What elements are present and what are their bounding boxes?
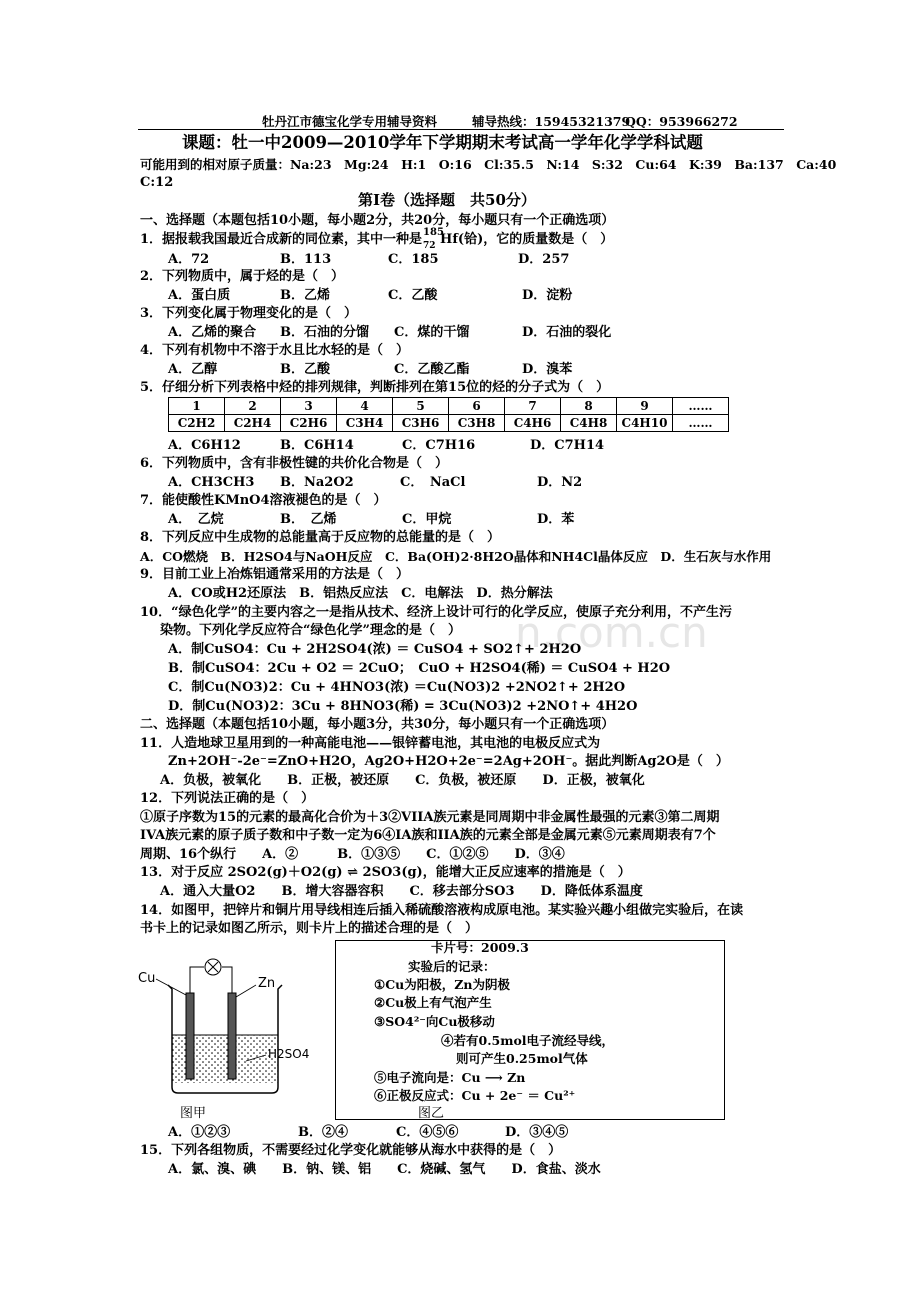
q12-line-2: IVA族元素的原子质子数和中子数一定为6④IA族和IIA族的元素全部是金属元素⑤元素周期表有7个 bbox=[140, 828, 716, 843]
q3-option-c: C．煤的干馏 bbox=[394, 325, 470, 340]
q1-stem-rest: Hf(铪)，它的质量数是（ ） bbox=[440, 232, 614, 247]
section-title: 第Ⅰ卷（选择题 共50分） bbox=[358, 191, 536, 209]
header-left: 牡丹江市德宝化学专用辅导资料 bbox=[262, 114, 438, 129]
galvanic-cell-figure bbox=[138, 955, 318, 1120]
q12-line-1: ①原子序数为15的元素的最高化合价为＋3②VIIA族元素是同周期中非金属性最强的元素③第二周期 bbox=[140, 810, 720, 825]
q14-option-b: B．②④ bbox=[298, 1125, 348, 1140]
header-qq: QQ：953966272 bbox=[625, 114, 738, 129]
hydrocarbon-table bbox=[168, 397, 729, 432]
wire-left bbox=[190, 967, 204, 993]
table-cell: C4H6 bbox=[505, 415, 561, 432]
q1-mass-number: 185 bbox=[423, 227, 444, 238]
q6-stem: 6．下列物质中，含有非极性键的共价化合物是（ ） bbox=[140, 456, 449, 471]
table-cell: 4 bbox=[337, 398, 393, 415]
q10-option-c: C．制Cu(NO3)2：Cu + 4HNO3(浓) ＝Cu(NO3)2 +2NO2↑+ 2H2O bbox=[168, 680, 626, 695]
q13-stem: 13．对于反应 2SO2(g)＋O2(g) ⇌ 2SO3(g)，能增大正反应速率的措施是（ ） bbox=[140, 865, 631, 880]
q3-option-b: B．石油的分馏 bbox=[280, 325, 369, 340]
card-record-6: ⑥正极反应式：Cu + 2e⁻ ＝ Cu²⁺ bbox=[374, 1088, 576, 1103]
q12-line-3: 周期、16个纵行 A．② B．①③⑤ C．①②⑤ D．③④ bbox=[140, 847, 565, 862]
card-number: 卡片号：2009.3 bbox=[431, 940, 529, 955]
q5-option-c: C．C7H16 bbox=[402, 438, 476, 453]
q5-option-d: D．C7H14 bbox=[530, 438, 605, 453]
q10-option-d: D．制Cu(NO3)2：3Cu + 8HNO3(稀) = 3Cu(NO3)2 +2NO↑+ 4H2O bbox=[168, 699, 638, 714]
atomic-mass-line: 可能用到的相对原子质量：Na:23 Mg:24 H:1 O:16 Cl:35.5 N:14 S:32 Cu:64 K:39 Ba:137 Ca:40 bbox=[140, 157, 837, 172]
caption-figure-b: 图乙 bbox=[418, 1106, 445, 1121]
q4-option-a: A．乙醇 bbox=[168, 362, 218, 377]
q1-option-c: C．185 bbox=[388, 252, 439, 267]
q1-option-d: D．257 bbox=[518, 252, 570, 267]
table-row bbox=[169, 398, 729, 415]
zinc-electrode bbox=[228, 993, 236, 1079]
card-record-3: ③SO4²⁻向Cu极移动 bbox=[374, 1014, 495, 1029]
q2-option-c: C．乙酸 bbox=[388, 288, 438, 303]
table-cell: C2H2 bbox=[169, 415, 225, 432]
q8-stem: 8．下列反应中生成物的总能量高于反应物的总能量的是（ ） bbox=[140, 530, 501, 545]
part1-intro: 一、选择题（本题包括10小题，每小题2分，共20分，每小题只有一个正确选项） bbox=[140, 213, 615, 228]
table-cell: C2H6 bbox=[281, 415, 337, 432]
q4-stem: 4．下列有机物中不溶于水且比水轻的是（ ） bbox=[140, 343, 410, 358]
zn-leader-line bbox=[236, 985, 256, 997]
q12-stem: 12．下列说法正确的是（ ） bbox=[140, 791, 315, 806]
q14-option-d: D．③④⑤ bbox=[505, 1125, 569, 1140]
table-cell: C4H10 bbox=[617, 415, 673, 432]
q1-option-a: A．72 bbox=[168, 252, 210, 267]
table-cell: C2H4 bbox=[225, 415, 281, 432]
q10-stem: 10．“绿色化学”的主要内容之一是指从技术、经济上设计可行的化学反应，使原子充分利用，不产生污 bbox=[140, 605, 733, 620]
table-cell: C3H4 bbox=[337, 415, 393, 432]
header-rule bbox=[138, 129, 784, 130]
card-record-1: ①Cu为阳极，Zn为阴极 bbox=[374, 977, 510, 992]
q7-option-d: D．苯 bbox=[537, 512, 575, 527]
q4-option-c: C．乙酸乙酯 bbox=[394, 362, 470, 377]
q9-options: A．CO或H2还原法 B．铝热反应法 C．电解法 D．热分解法 bbox=[168, 586, 553, 601]
copper-electrode bbox=[186, 993, 194, 1079]
q1-option-b: B．113 bbox=[280, 252, 332, 267]
q11-options: A．负极，被氧化 B．正极，被还原 C．负极，被还原 D．正极，被氧化 bbox=[160, 773, 645, 788]
table-cell: 2 bbox=[225, 398, 281, 415]
table-cell: …… bbox=[673, 415, 729, 432]
q2-option-a: A．蛋白质 bbox=[168, 288, 231, 303]
q4-option-b: B．乙酸 bbox=[280, 362, 330, 377]
q3-option-a: A．乙烯的聚合 bbox=[168, 325, 257, 340]
atomic-mass-line-2: C:12 bbox=[140, 175, 174, 190]
table-cell: 1 bbox=[169, 398, 225, 415]
q1-atomic-number: 72 bbox=[423, 241, 436, 251]
table-cell: 9 bbox=[617, 398, 673, 415]
q10-option-b: B．制CuSO4：2Cu + O2 ＝ 2CuO； CuO + H2SO4(稀) ＝ CuSO4 + H2O bbox=[168, 661, 671, 676]
q7-option-c: C．甲烷 bbox=[402, 512, 452, 527]
caption-figure-a: 图甲 bbox=[180, 1106, 207, 1121]
table-cell: C3H8 bbox=[449, 415, 505, 432]
q7-stem: 7．能使酸性KMnO4溶液褪色的是（ ） bbox=[140, 493, 387, 508]
q10-stem-2: 染物。下列化学反应符合“绿色化学”理念的是（ ） bbox=[160, 623, 461, 638]
page-title: 课题：牡一中2009—2010学年下学期期末考试高一学年化学学科试题 bbox=[182, 133, 703, 152]
q6-option-b: B．Na2O2 bbox=[280, 475, 354, 490]
q11-stem: 11．人造地球卫星用到的一种高能电池——银锌蓄电池，其电池的电极反应式为 bbox=[140, 736, 601, 751]
q5-option-b: B．C6H14 bbox=[280, 438, 354, 453]
q11-stem-2: Zn+2OH⁻-2e⁻=ZnO+H2O，Ag2O+H2O+2e⁻=2Ag+2OH⁻。据此判断Ag2O是（ ） bbox=[168, 754, 729, 769]
q7-option-a: A． 乙烷 bbox=[168, 512, 224, 527]
card-record-5: ⑤电子流向是：Cu ⟶ Zn bbox=[374, 1070, 526, 1085]
q1-stem: 1．据报载我国最近合成新的同位素，其中一种是 bbox=[140, 232, 423, 247]
q10-option-a: A．制CuSO4：Cu + 2H2SO4(浓) ＝ CuSO4 + SO2↑+ 2H2O bbox=[168, 642, 582, 657]
q6-option-a: A．CH3CH3 bbox=[168, 475, 255, 490]
table-cell: 3 bbox=[281, 398, 337, 415]
q4-option-d: D．溴苯 bbox=[522, 362, 573, 377]
q3-stem: 3．下列变化属于物理变化的是（ ） bbox=[140, 306, 358, 321]
label-cu: Cu bbox=[138, 971, 156, 986]
table-cell: C4H8 bbox=[561, 415, 617, 432]
q9-stem: 9．目前工业上冶炼铝通常采用的方法是（ ） bbox=[140, 567, 410, 582]
q15-options: A．氯、溴、碘 B．钠、镁、铝 C．烧碱、氢气 D．食盐、淡水 bbox=[168, 1162, 601, 1177]
q14-option-a: A．①②③ bbox=[168, 1125, 231, 1140]
q6-option-d: D．N2 bbox=[537, 475, 583, 490]
table-cell: 7 bbox=[505, 398, 561, 415]
q3-option-d: D．石油的裂化 bbox=[522, 325, 612, 340]
cu-leader-line bbox=[156, 979, 186, 995]
q15-stem: 15．下列各组物质，不需要经过化学变化就能够从海水中获得的是（ ） bbox=[140, 1143, 562, 1158]
card-record-4b: 则可产生0.25mol气体 bbox=[456, 1051, 588, 1066]
part2-intro: 二、选择题（本题包括10小题，每小题3分，共30分，每小题只有一个正确选项） bbox=[140, 717, 615, 732]
header-hotline: 辅导热线：15945321379 bbox=[472, 114, 631, 129]
watermark: n.com.cn bbox=[515, 608, 708, 657]
q2-option-d: D．淀粉 bbox=[522, 288, 573, 303]
question-1 bbox=[140, 227, 614, 251]
q14-stem: 14．如图甲，把锌片和铜片用导线相连后插入稀硫酸溶液构成原电池。某实验兴趣小组做完实验后，在读 bbox=[140, 903, 744, 918]
card-record-4: ④若有0.5mol电子流经导线， bbox=[441, 1033, 615, 1048]
card-title: 实验后的记录： bbox=[408, 959, 496, 974]
q2-stem: 2．下列物质中，属于烃的是（ ） bbox=[140, 269, 345, 284]
q14-stem-2: 书卡上的记录如图乙所示，则卡片上的描述合理的是（ ） bbox=[140, 921, 479, 936]
table-cell: …… bbox=[673, 398, 729, 415]
label-h2so4: H2SO4 bbox=[268, 1047, 310, 1061]
q7-option-b: B． 乙烯 bbox=[280, 512, 337, 527]
q14-option-c: C．④⑤⑥ bbox=[396, 1125, 459, 1140]
table-cell: C3H6 bbox=[393, 415, 449, 432]
q5-option-a: A．C6H12 bbox=[168, 438, 241, 453]
q5-stem: 5．仔细分析下列表格中烃的排列规律，判断排列在第15位的烃的分子式为（ ） bbox=[140, 380, 610, 395]
q6-option-c: C． NaCl bbox=[400, 475, 466, 490]
q13-options: A．通入大量O2 B．增大容器容积 C．移去部分SO3 D．降低体系温度 bbox=[160, 884, 643, 899]
table-cell: 5 bbox=[393, 398, 449, 415]
label-zn: Zn bbox=[258, 976, 276, 991]
card-record-2: ②Cu极上有气泡产生 bbox=[374, 995, 492, 1010]
q8-options: A．CO燃烧 B．H2SO4与NaOH反应 C．Ba(OH)2·8H2O晶体和NH4Cl晶体反应 D．生石灰与水作用 bbox=[140, 549, 772, 564]
table-cell: 8 bbox=[561, 398, 617, 415]
table-row bbox=[169, 415, 729, 432]
table-cell: 6 bbox=[449, 398, 505, 415]
q2-option-b: B．乙烯 bbox=[280, 288, 330, 303]
record-card bbox=[335, 940, 725, 1120]
wire-right bbox=[222, 967, 232, 993]
